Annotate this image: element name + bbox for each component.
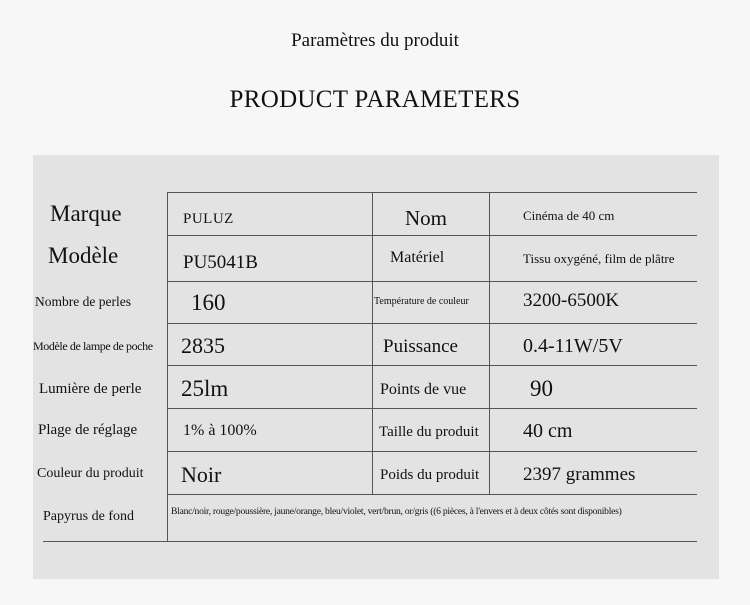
param-label-lamp-model: Modèle de lampe de poche [33,339,153,353]
row-divider [167,451,697,452]
param-label-viewpoints: Points de vue [380,381,467,398]
param-label-bead-light: Lumière de perle [39,381,142,397]
param-label-adjust-range: Plage de réglage [38,422,138,438]
column-divider [372,192,373,494]
row-divider [167,235,697,236]
page-title-fr: Paramètres du produit [291,30,459,51]
param-value-lamp-model: 2835 [181,333,225,358]
param-label-material: Matériel [390,249,445,266]
param-label-bead-count: Nombre de perles [35,294,131,309]
param-label-brand: Marque [50,201,122,226]
param-value-backdrop: Blanc/noir, rouge/poussière, jaune/orange, bleu/violet, vert/brun, or/gris ((6 pièces, à l'envers et à deux côtés sont disponibles) [171,506,622,517]
param-value-bead-count: 160 [191,290,226,315]
param-value-product-color: Noir [181,462,222,487]
param-value-power: 0.4-11W/5V [523,335,623,357]
param-value-name: Cinéma de 40 cm [523,208,615,223]
param-label-product-weight: Poids du produit [380,467,480,483]
row-divider [167,408,697,409]
param-value-brand: PULUZ [183,211,234,227]
param-label-power: Puissance [383,336,458,357]
param-value-material: Tissu oxygéné, film de plâtre [523,251,675,266]
param-value-product-size: 40 cm [523,420,573,442]
param-value-viewpoints: 90 [530,376,553,401]
param-value-bead-light: 25lm [181,376,229,401]
column-divider [167,192,168,541]
row-divider [167,323,697,324]
param-label-name: Nom [405,206,447,230]
param-value-color-temp: 3200-6500K [523,290,620,311]
param-label-product-color: Couleur du produit [37,466,144,481]
column-divider [489,192,490,494]
param-label-product-size: Taille du produit [379,424,479,440]
row-divider [167,281,697,282]
row-divider [167,192,697,193]
parameters-panel [33,155,719,579]
param-label-model: Modèle [48,243,119,268]
param-label-color-temp: Température de couleur [374,296,469,307]
param-value-product-weight: 2397 grammes [523,464,636,485]
row-divider [167,494,697,495]
row-divider [43,541,697,542]
param-label-backdrop: Papyrus de fond [43,509,134,524]
page-title-en: PRODUCT PARAMETERS [229,86,521,113]
param-value-adjust-range: 1% à 100% [183,422,257,439]
row-divider [167,365,697,366]
param-value-model: PU5041B [183,252,258,273]
